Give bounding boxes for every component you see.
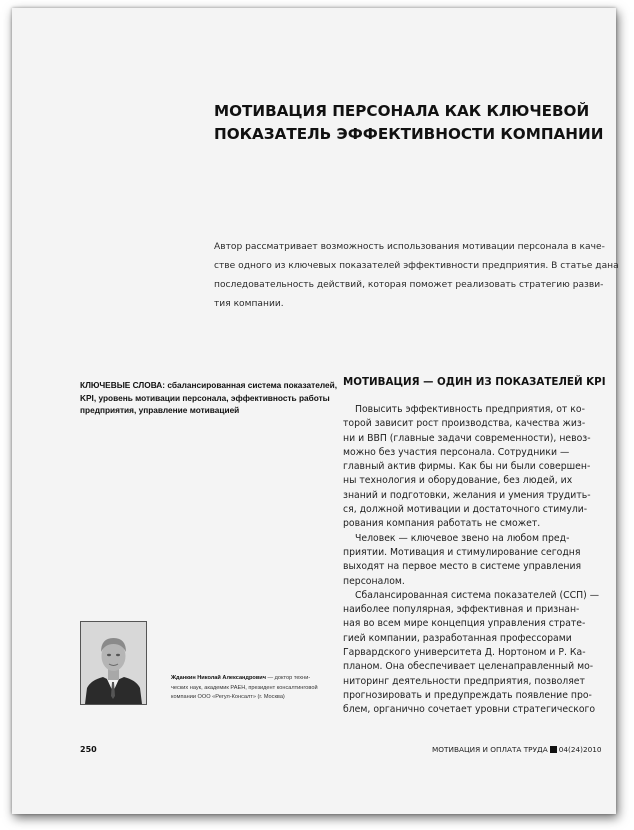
body-line: Сбалансированная система показателей (ССП) — <box>355 589 600 601</box>
author-name: Жданкин Николай Александрович <box>171 675 266 681</box>
section-body <box>343 403 600 718</box>
body-line: выходят на первое место в системе управления <box>343 561 582 573</box>
body-line: блем, органично сочетает уровни стратегического <box>343 704 596 716</box>
keywords-line: предприятия, управление мотивацией <box>80 405 240 416</box>
page-number: 250 <box>80 745 97 754</box>
article-title-line: МОТИВАЦИЯ ПЕРСОНАЛА КАК КЛЮЧЕВОЙ <box>214 102 590 120</box>
body-line: ся, должной мотивации и достаточного стимули- <box>343 504 588 516</box>
abstract-line: стве одного из ключевых показателей эффективности предприятия. В статье дана <box>214 261 619 271</box>
journal-issue: 04(24)2010 <box>558 745 602 754</box>
body-line: торой зависит рост производства, качества жиз- <box>343 418 586 430</box>
body-line: главный актив фирмы. Как бы ни были совершен- <box>343 461 591 473</box>
body-line: ни и ВВП (главные задачи современности), невоз- <box>343 432 591 444</box>
body-line: приятии. Мотивация и стимулирование сегодня <box>343 546 581 558</box>
author-caption-line: ческих наук, академик РАЕН, президент консалтинговой <box>171 684 318 691</box>
body-line: ниторинг деятельности предприятия, позволяет <box>343 675 585 687</box>
body-line: можно без участия персонала. Сотрудники — <box>343 446 570 458</box>
article-abstract <box>214 238 619 314</box>
body-line: рования компания работать не сможет. <box>343 518 541 530</box>
abstract-line: Автор рассматривает возможность использования мотивации персонала в каче- <box>214 242 605 252</box>
body-line: ны технология и оборудование, без людей, их <box>343 475 573 487</box>
author-caption-line: компании ООО «Регул-Консалт» (г. Москва) <box>171 694 285 701</box>
abstract-line: тия компании. <box>214 299 284 309</box>
author-credentials: — доктор техни- <box>265 675 311 681</box>
journal-page <box>12 8 619 814</box>
keywords-block <box>80 379 338 417</box>
body-line: прогнозировать и предупреждать появление про- <box>343 689 592 701</box>
body-line: знаний и подготовки, желания и умения трудить- <box>343 489 591 501</box>
body-line: Гарвардского университета Д. Нортоном и Р. Ка- <box>343 647 586 659</box>
journal-footer <box>432 745 602 754</box>
author-photo <box>80 621 147 705</box>
author-portrait-icon <box>81 622 146 704</box>
section-heading: МОТИВАЦИЯ — ОДИН ИЗ ПОКАЗАТЕЛЕЙ KPI <box>343 376 606 388</box>
author-caption <box>171 674 331 703</box>
body-line: ная во всем мире концепция управления страте- <box>343 618 586 630</box>
body-line: планом. Она обеспечивает целенаправленный мо- <box>343 661 594 673</box>
body-line: наиболее популярная, эффективная и признан- <box>343 604 580 616</box>
article-title <box>214 100 604 146</box>
abstract-line: последовательность действий, которая поможет реализовать стратегию разви- <box>214 280 604 290</box>
body-line: Повысить эффективность предприятия, от ко- <box>355 404 585 415</box>
body-line: гией компании, разработанная профессорами <box>343 632 572 644</box>
article-title-line: ПОКАЗАТЕЛЬ ЭФФЕКТИВНОСТИ КОМПАНИИ <box>214 125 604 143</box>
keywords-line: KPI, уровень мотивации персонала, эффективность работы <box>80 392 330 403</box>
author-caption-line <box>171 674 331 684</box>
journal-name: МОТИВАЦИЯ И ОПЛАТА ТРУДА <box>432 745 548 754</box>
body-line: Человек — ключевое звено на любом пред- <box>355 532 570 544</box>
keywords-line: КЛЮЧЕВЫЕ СЛОВА: сбалансированная система показателей, <box>80 380 338 390</box>
body-line: персоналом. <box>343 575 405 587</box>
square-bullet-icon <box>550 746 557 753</box>
